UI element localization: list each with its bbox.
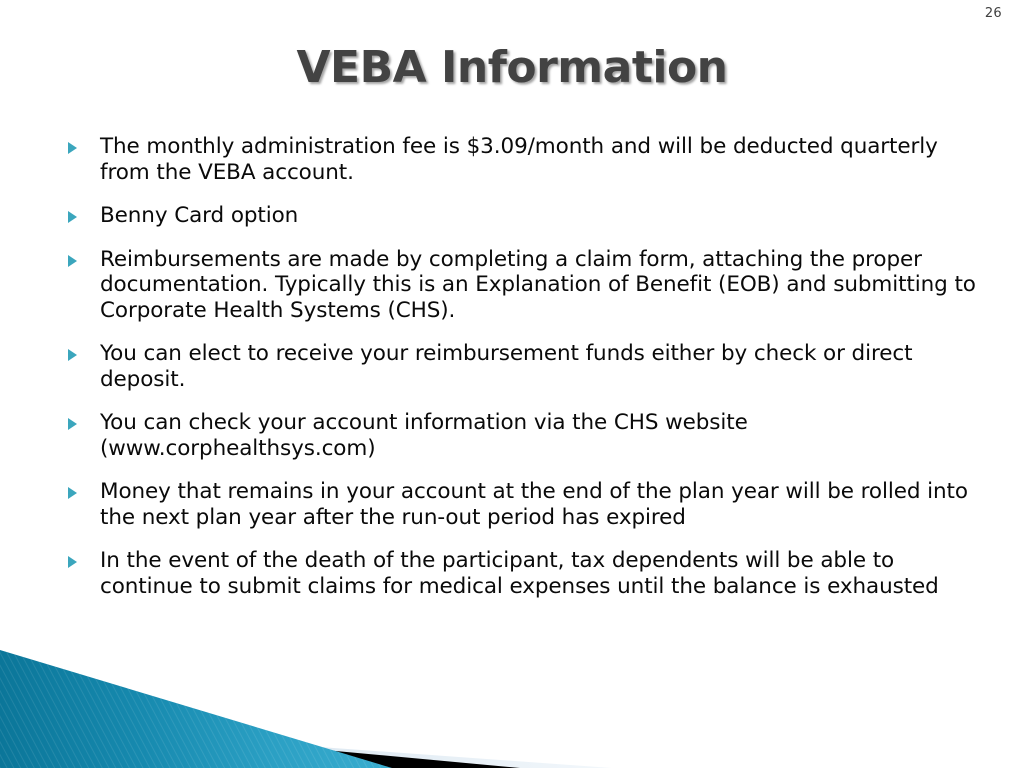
list-item: [62, 410, 982, 461]
list-item-text: Money that remains in your account at the end of the plan year will be rolled into the next plan year after the run-out period has expired: [100, 479, 968, 530]
bullet-list: [62, 134, 982, 617]
teal-triangle-texture: [0, 650, 392, 768]
list-item: [62, 134, 982, 185]
teal-triangle-shape: [0, 650, 392, 768]
triangle-bullet-icon: [68, 142, 77, 154]
list-item-text: Reimbursements are made by completing a claim form, attaching the proper documentation. Typically this is an Explanation of Benefit (EOB) and submitting to Corporate Health Systems (CHS).: [100, 246, 976, 323]
page-title: VEBA Information: [296, 42, 728, 93]
triangle-bullet-icon: [68, 556, 77, 568]
list-item-text: You can check your account information via the CHS website (www.corphealthsys.com): [100, 410, 748, 461]
corner-decoration-graphic: [0, 628, 1024, 768]
triangle-bullet-icon: [68, 211, 77, 223]
list-item: [62, 479, 982, 530]
list-item: [62, 341, 982, 392]
black-wedge-shape: [0, 720, 520, 768]
list-item: [62, 548, 982, 599]
triangle-bullet-icon: [68, 349, 77, 361]
list-item-text: Benny Card option: [100, 203, 299, 228]
pale-blue-band-shape: [0, 724, 612, 768]
list-item-text: You can elect to receive your reimbursement funds either by check or direct deposit.: [100, 341, 913, 392]
list-item: [62, 203, 982, 229]
triangle-bullet-icon: [68, 255, 77, 267]
title-block: [0, 42, 1024, 93]
corner-decoration: [0, 628, 1024, 768]
triangle-bullet-icon: [68, 418, 77, 430]
list-item-text: The monthly administration fee is $3.09/month and will be deducted quarterly from the VEBA account.: [100, 134, 938, 185]
triangle-bullet-icon: [68, 487, 77, 499]
list-item: [62, 247, 982, 324]
page-number: 26: [984, 6, 1002, 21]
list-item-text: In the event of the death of the participant, tax dependents will be able to continue to submit claims for medical expenses until the balance is exhausted: [100, 548, 939, 599]
